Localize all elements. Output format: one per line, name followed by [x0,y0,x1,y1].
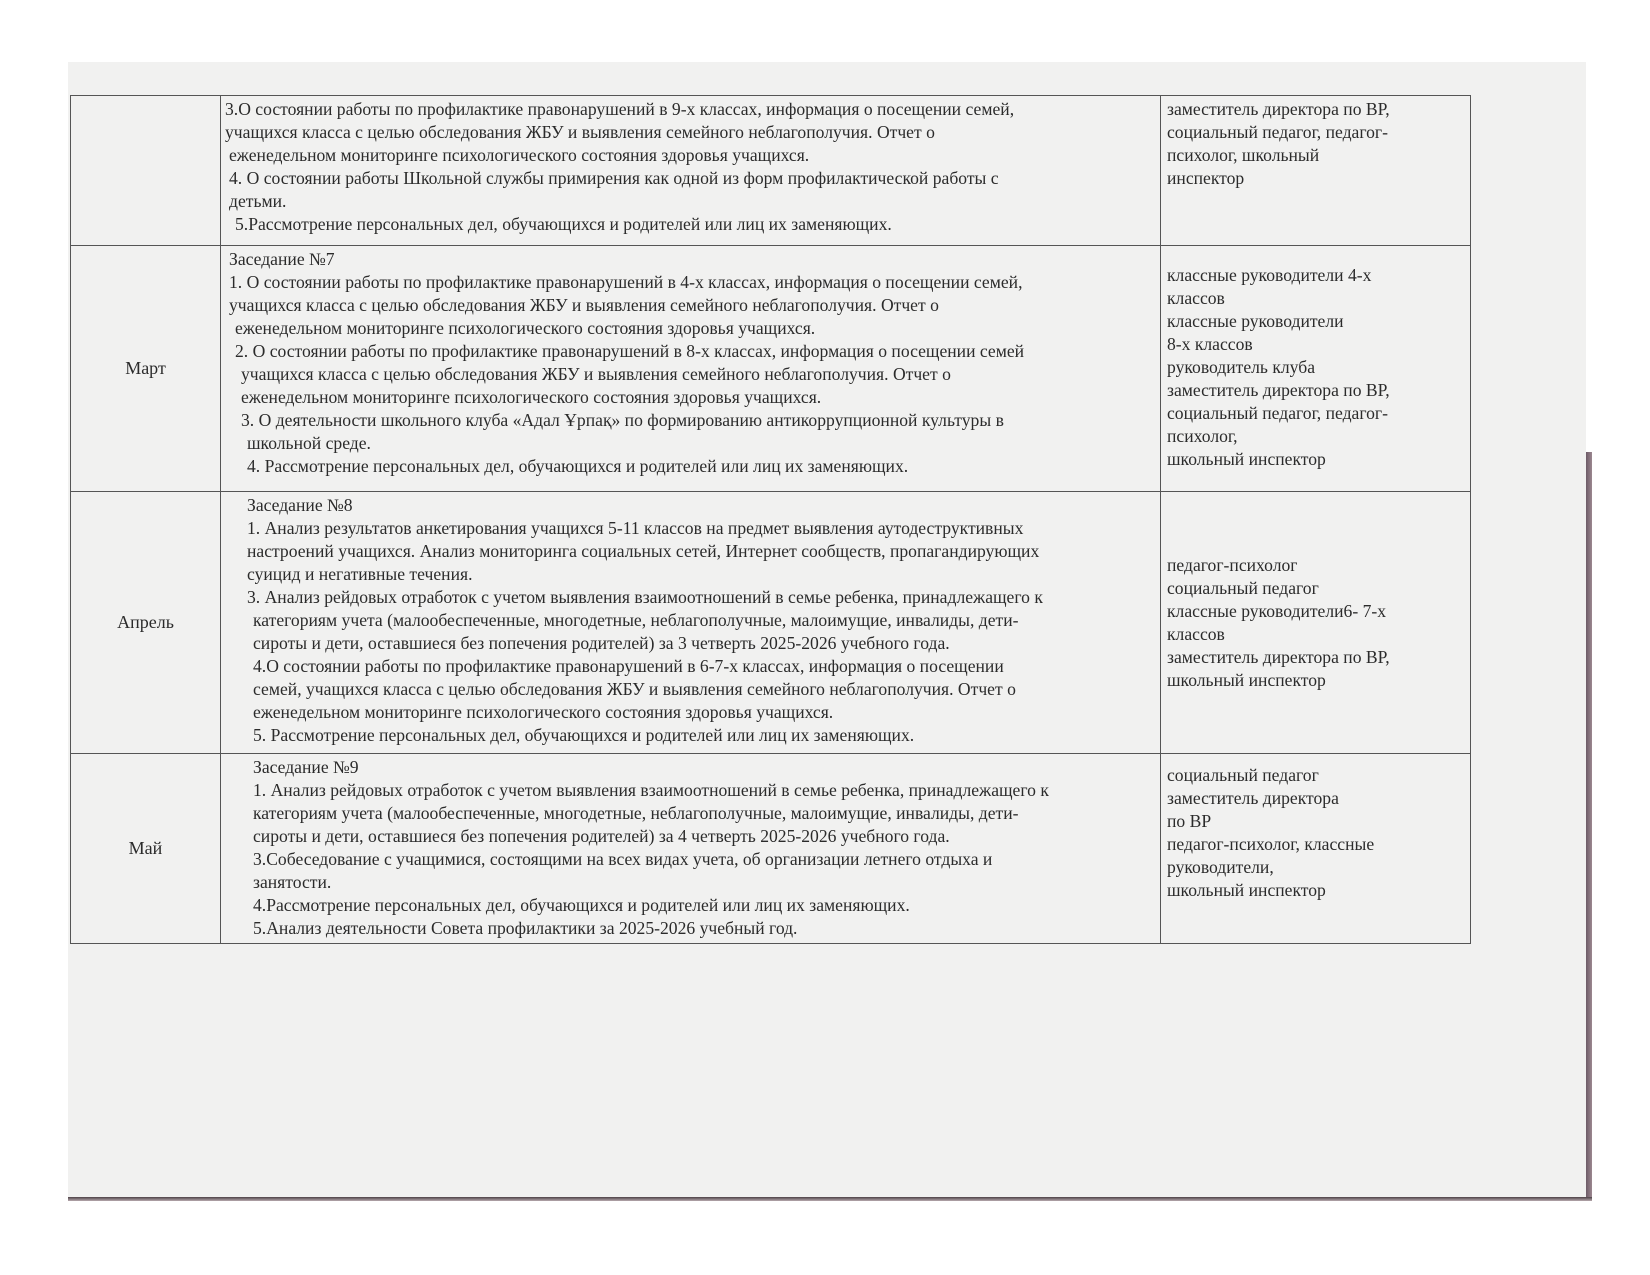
agenda-item: 4. Рассмотрение персональных дел, обучающихся и родителей или лиц их заменяющих. [247,456,909,476]
responsible-line: социальный педагог, педагог- [1167,122,1389,142]
responsible-line: классные руководители6- 7-х [1167,601,1387,621]
agenda-item: категориям учета (малообеспеченные, многодетные, неблагополучные, малоимущие, инвалиды, дети- [253,610,1019,630]
responsible-line: заместитель директора по ВР, [1167,380,1390,400]
responsible-line: психолог, [1167,426,1238,446]
agenda-item: детьми. [229,191,287,211]
month-cell: Апрель [71,492,221,754]
agenda-item: семей, учащихся класса с целью обследования ЖБУ и выявления семейного неблагополучия. Отчет о [253,679,1016,699]
agenda-item: сироты и дети, оставшиеся без попечения родителей) за 3 четверть 2025-2026 учебного года. [253,633,950,653]
agenda-item: суицид и негативные течения. [247,564,473,584]
responsible-line: руководители, [1167,857,1274,877]
responsible-cell [1161,96,1471,246]
responsible-line: руководитель клуба [1167,357,1316,377]
month-cell: Май [71,754,221,944]
agenda-item: занятости. [253,872,332,892]
agenda-cell [221,96,1161,246]
responsible-line: социальный педагог [1167,765,1319,785]
responsible-line: психолог, школьный [1167,145,1320,165]
agenda-item: еженедельном мониторинге психологического состояния здоровья учащихся. [229,145,810,165]
month-cell: Март [71,246,221,492]
agenda-item: еженедельном мониторинге психологического состояния здоровья учащихся. [241,387,822,407]
paper-edge-shadow-right [1586,452,1592,1198]
agenda-item: 1. О состоянии работы по профилактике правонарушений в 4-х классах, информация о посещении семей, [229,272,1023,292]
agenda-item: 4.О состоянии работы по профилактике правонарушений в 6-7-х классах, информация о посещении [253,656,1004,676]
responsible-line: школьный инспектор [1167,670,1326,690]
agenda-item: 3.Собеседование с учащимися, состоящими на всех видах учета, об организации летнего отдыха и [253,849,993,869]
agenda-item: 5. Рассмотрение персональных дел, обучающихся и родителей или лиц их заменяющих. [253,725,915,745]
responsible-line: социальный педагог [1167,578,1319,598]
agenda-item: настроений учащихся. Анализ мониторинга социальных сетей, Интернет сообществ, пропагандирующих [247,541,1040,561]
responsible-cell [1161,246,1471,492]
table-row [71,96,1471,246]
meeting-title: Заседание №8 [247,495,353,515]
responsible-line: заместитель директора по ВР, [1167,647,1390,667]
meeting-title: Заседание №7 [229,249,335,269]
agenda-item: учащихся класса с целью обследования ЖБУ и выявления семейного неблагополучия. Отчет о [241,364,951,384]
agenda-item: еженедельном мониторинге психологического состояния здоровья учащихся. [253,702,834,722]
agenda-item: 2. О состоянии работы по профилактике правонарушений в 8-х классах, информация о посещении семей [235,341,1025,361]
table-row [71,754,1471,944]
responsible-line: классные руководители 4-х [1167,265,1372,285]
responsible-cell [1161,754,1471,944]
agenda-item: 3. О деятельности школьного клуба «Адал Ұрпақ» по формированию антикоррупционной культуры в [241,410,1004,430]
agenda-item: 1. Анализ рейдовых отработок с учетом выявления взаимоотношений в семье ребенка, принадлежащего к [253,780,1049,800]
agenda-item: учащихся класса с целью обследования ЖБУ и выявления семейного неблагополучия. Отчет о [229,295,939,315]
agenda-item: сироты и дети, оставшиеся без попечения родителей) за 4 четверть 2025-2026 учебного года. [253,826,950,846]
agenda-cell [221,246,1161,492]
responsible-line: заместитель директора по ВР, [1167,99,1390,119]
agenda-item: еженедельном мониторинге психологического состояния здоровья учащихся. [235,318,816,338]
month-cell [71,96,221,246]
agenda-item: 3. Анализ рейдовых отработок с учетом выявления взаимоотношений в семье ребенка, принадлежащего к [247,587,1043,607]
paper-edge-shadow-bottom [68,1197,1592,1201]
agenda-item: категориям учета (малообеспеченные, многодетные, неблагополучные, малоимущие, инвалиды, дети- [253,803,1019,823]
responsible-line: инспектор [1167,168,1245,188]
prevention-council-plan-table [70,95,1471,944]
agenda-item: 4. О состоянии работы Школьной службы примирения как одной из форм профилактической работы с [229,168,999,188]
agenda-item: 4.Рассмотрение персональных дел, обучающихся и родителей или лиц их заменяющих. [253,895,910,915]
responsible-line: школьный инспектор [1167,449,1326,469]
meeting-title: Заседание №9 [253,757,359,777]
responsible-line: по ВР [1167,811,1212,831]
agenda-item: школьной среде. [247,433,371,453]
responsible-line: классов [1167,624,1225,644]
responsible-line: социальный педагог, педагог- [1167,403,1389,423]
responsible-line: педагог-психолог [1167,555,1298,575]
agenda-cell [221,492,1161,754]
table-row [71,246,1471,492]
table-row [71,492,1471,754]
agenda-item: 5.Рассмотрение персональных дел, обучающихся и родителей или лиц их заменяющих. [235,214,892,234]
agenda-item: 3.О состоянии работы по профилактике правонарушений в 9-х классах, информация о посещении семей, [225,99,1015,119]
responsible-line: педагог-психолог, классные [1167,834,1375,854]
responsible-line: школьный инспектор [1167,880,1326,900]
agenda-item: 1. Анализ результатов анкетирования учащихся 5-11 классов на предмет выявления аутодеструктивных [247,518,1024,538]
responsible-line: классные руководители [1167,311,1344,331]
responsible-line: 8-х классов [1167,334,1253,354]
agenda-item: учащихся класса с целью обследования ЖБУ и выявления семейного неблагополучия. Отчет о [225,122,935,142]
agenda-item: 5.Анализ деятельности Совета профилактики за 2025-2026 учебный год. [253,918,798,938]
responsible-line: классов [1167,288,1225,308]
responsible-cell [1161,492,1471,754]
responsible-line: заместитель директора [1167,788,1339,808]
agenda-cell [221,754,1161,944]
